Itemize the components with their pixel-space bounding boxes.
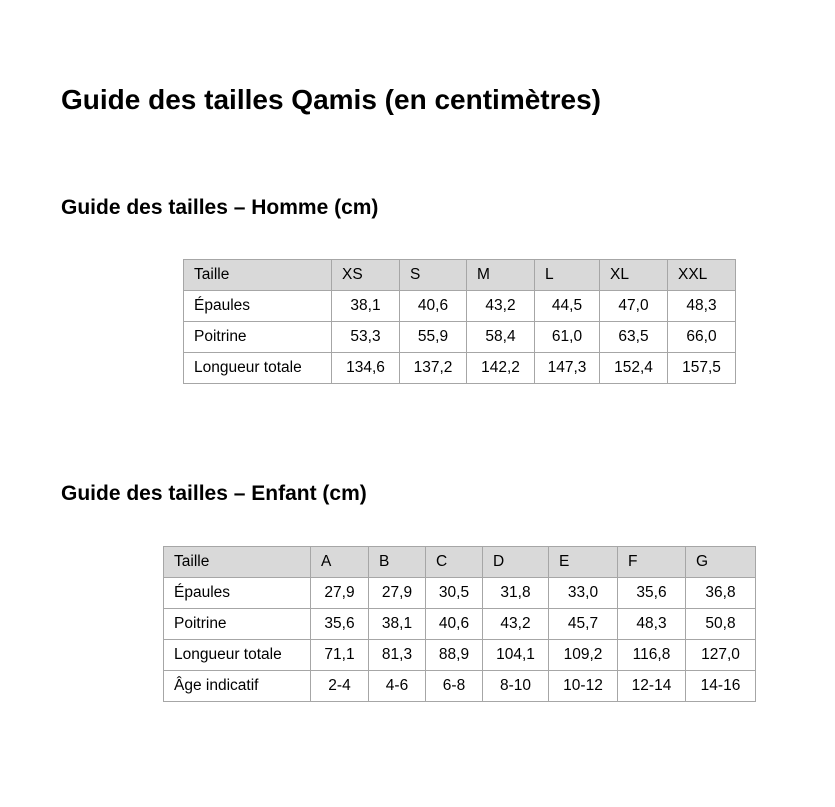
table-cell: 27,9 — [311, 578, 369, 609]
table-cell: 6-8 — [426, 671, 483, 702]
table-cell: 50,8 — [686, 609, 756, 640]
header-cell: XXL — [668, 260, 736, 291]
table-cell: 127,0 — [686, 640, 756, 671]
table-cell: 104,1 — [483, 640, 549, 671]
table-cell: 27,9 — [369, 578, 426, 609]
header-cell: XL — [600, 260, 668, 291]
table-cell: 4-6 — [369, 671, 426, 702]
table-cell: 8-10 — [483, 671, 549, 702]
table-cell: 10-12 — [549, 671, 618, 702]
table-header-row — [184, 260, 736, 291]
table-cell: 147,3 — [535, 353, 600, 384]
table-row — [184, 353, 736, 384]
row-label: Âge indicatif — [164, 671, 311, 702]
table-row — [164, 609, 756, 640]
header-cell: C — [426, 547, 483, 578]
page-title: Guide des tailles Qamis (en centimètres) — [61, 84, 601, 115]
row-label: Poitrine — [164, 609, 311, 640]
header-cell: Taille — [164, 547, 311, 578]
header-cell: S — [400, 260, 467, 291]
row-label: Longueur totale — [184, 353, 332, 384]
table-cell: 40,6 — [400, 291, 467, 322]
table-cell: 38,1 — [332, 291, 400, 322]
row-label: Épaules — [184, 291, 332, 322]
table-cell: 134,6 — [332, 353, 400, 384]
table-cell: 58,4 — [467, 322, 535, 353]
header-cell: L — [535, 260, 600, 291]
table-cell: 48,3 — [618, 609, 686, 640]
kids-size-table — [163, 546, 756, 702]
table-cell: 38,1 — [369, 609, 426, 640]
table-cell: 12-14 — [618, 671, 686, 702]
header-cell: XS — [332, 260, 400, 291]
table-cell: 45,7 — [549, 609, 618, 640]
header-cell: A — [311, 547, 369, 578]
table-cell: 71,1 — [311, 640, 369, 671]
table-cell: 142,2 — [467, 353, 535, 384]
header-cell: E — [549, 547, 618, 578]
men-section-title: Guide des tailles – Homme (cm) — [61, 196, 379, 219]
table-row — [164, 671, 756, 702]
table-cell: 157,5 — [668, 353, 736, 384]
header-cell: D — [483, 547, 549, 578]
table-cell: 53,3 — [332, 322, 400, 353]
header-cell: G — [686, 547, 756, 578]
table-cell: 31,8 — [483, 578, 549, 609]
table-cell: 44,5 — [535, 291, 600, 322]
table-cell: 40,6 — [426, 609, 483, 640]
table-cell: 109,2 — [549, 640, 618, 671]
table-cell: 81,3 — [369, 640, 426, 671]
table-cell: 14-16 — [686, 671, 756, 702]
header-cell: B — [369, 547, 426, 578]
header-cell: F — [618, 547, 686, 578]
row-label: Épaules — [164, 578, 311, 609]
table-cell: 55,9 — [400, 322, 467, 353]
table-cell: 43,2 — [483, 609, 549, 640]
table-row — [184, 291, 736, 322]
row-label: Poitrine — [184, 322, 332, 353]
table-cell: 88,9 — [426, 640, 483, 671]
table-cell: 36,8 — [686, 578, 756, 609]
header-cell: M — [467, 260, 535, 291]
table-cell: 33,0 — [549, 578, 618, 609]
table-row — [184, 322, 736, 353]
table-row — [164, 578, 756, 609]
table-cell: 35,6 — [311, 609, 369, 640]
table-cell: 43,2 — [467, 291, 535, 322]
table-header-row — [164, 547, 756, 578]
men-size-table — [183, 259, 736, 384]
table-cell: 47,0 — [600, 291, 668, 322]
table-cell: 61,0 — [535, 322, 600, 353]
table-cell: 30,5 — [426, 578, 483, 609]
table-cell: 116,8 — [618, 640, 686, 671]
table-cell: 66,0 — [668, 322, 736, 353]
table-row — [164, 640, 756, 671]
table-cell: 152,4 — [600, 353, 668, 384]
row-label: Longueur totale — [164, 640, 311, 671]
table-cell: 63,5 — [600, 322, 668, 353]
table-cell: 137,2 — [400, 353, 467, 384]
header-cell: Taille — [184, 260, 332, 291]
table-cell: 35,6 — [618, 578, 686, 609]
table-cell: 48,3 — [668, 291, 736, 322]
table-cell: 2-4 — [311, 671, 369, 702]
kids-section-title: Guide des tailles – Enfant (cm) — [61, 482, 367, 505]
